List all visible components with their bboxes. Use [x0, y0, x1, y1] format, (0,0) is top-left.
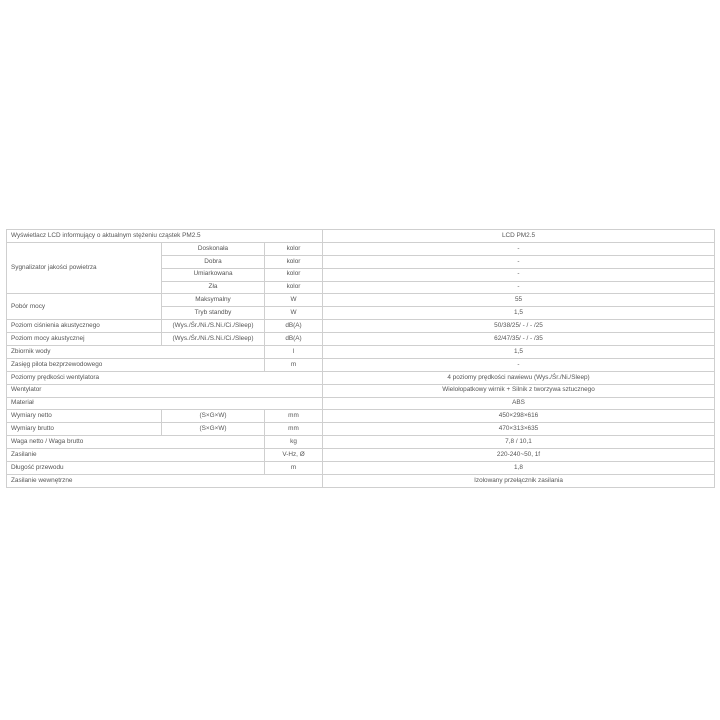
weight-label: Waga netto / Waga brutto [7, 436, 265, 449]
tank-unit: l [265, 346, 323, 359]
grossdim-value: 470×313×635 [323, 423, 715, 436]
weight-value: 7,8 / 10,1 [323, 436, 715, 449]
remote-value: - [323, 358, 715, 371]
netdim-value: 450×298×616 [323, 410, 715, 423]
netdim-dims: (S×G×W) [162, 410, 265, 423]
table-row [7, 384, 715, 397]
internal-value: Izolowany przełącznik zasilania [323, 474, 715, 487]
grossdim-unit: mm [265, 423, 323, 436]
soundpower-label: Poziom mocy akustycznej [7, 333, 162, 346]
tank-value: 1,5 [323, 346, 715, 359]
supply-value: 220-240~50, 1f [323, 449, 715, 462]
fan-label: Wentylator [7, 384, 323, 397]
cable-unit: m [265, 462, 323, 475]
table-row [7, 462, 715, 475]
table-row [7, 320, 715, 333]
internal-label: Zasilanie wewnętrzne [7, 474, 323, 487]
netdim-unit: mm [265, 410, 323, 423]
table-row [7, 242, 715, 255]
quality-level: Dobra [162, 255, 265, 268]
soundpower-value: 62/47/35/ - / - /35 [323, 333, 715, 346]
quality-unit: kolor [265, 242, 323, 255]
fan-value: Wielołopatkowy wirnik + Silnik z tworzywa sztucznego [323, 384, 715, 397]
material-value: ABS [323, 397, 715, 410]
weight-unit: kg [265, 436, 323, 449]
pressure-modes: (Wys./Śr./Ni./S.Ni./Ci./Sleep) [162, 320, 265, 333]
table-row [7, 474, 715, 487]
soundpower-modes: (Wys./Śr./Ni./S.Ni./Ci./Sleep) [162, 333, 265, 346]
table-row [7, 410, 715, 423]
quality-unit: kolor [265, 255, 323, 268]
cable-label: Długość przewodu [7, 462, 265, 475]
quality-unit: kolor [265, 268, 323, 281]
supply-unit: V-Hz, Ø [265, 449, 323, 462]
table-row [7, 423, 715, 436]
table-row [7, 397, 715, 410]
quality-label: Sygnalizator jakości powietrza [7, 242, 162, 294]
quality-value: - [323, 281, 715, 294]
power-value: 1,5 [323, 307, 715, 320]
table-row [7, 358, 715, 371]
table-row [7, 346, 715, 359]
table-row [7, 294, 715, 307]
supply-label: Zasilanie [7, 449, 265, 462]
pressure-value: 50/38/25/ - / - /25 [323, 320, 715, 333]
power-mode: Tryb standby [162, 307, 265, 320]
material-label: Materiał [7, 397, 323, 410]
remote-unit: m [265, 358, 323, 371]
grossdim-dims: (S×G×W) [162, 423, 265, 436]
table-row [7, 449, 715, 462]
quality-value: - [323, 242, 715, 255]
table-row [7, 230, 715, 243]
lcd-value: LCD PM2.5 [323, 230, 715, 243]
tank-label: Zbiornik wody [7, 346, 265, 359]
lcd-label: Wyświetlacz LCD informujący o aktualnym stężeniu cząstek PM2.5 [7, 230, 323, 243]
fanlevels-label: Poziomy prędkości wentylatora [7, 371, 323, 384]
power-mode: Maksymalny [162, 294, 265, 307]
power-unit: W [265, 307, 323, 320]
quality-level: Zła [162, 281, 265, 294]
netdim-label: Wymiary netto [7, 410, 162, 423]
grossdim-label: Wymiary brutto [7, 423, 162, 436]
table-row [7, 371, 715, 384]
quality-value: - [323, 255, 715, 268]
pressure-label: Poziom ciśnienia akustycznego [7, 320, 162, 333]
power-value: 55 [323, 294, 715, 307]
pressure-unit: dB(A) [265, 320, 323, 333]
quality-unit: kolor [265, 281, 323, 294]
quality-value: - [323, 268, 715, 281]
quality-level: Umiarkowana [162, 268, 265, 281]
remote-label: Zasięg pilota bezprzewodowego [7, 358, 265, 371]
power-unit: W [265, 294, 323, 307]
table-row [7, 436, 715, 449]
cable-value: 1,8 [323, 462, 715, 475]
fanlevels-value: 4 poziomy prędkości nawiewu (Wys./Śr./Ni./Sleep) [323, 371, 715, 384]
table-row [7, 333, 715, 346]
power-label: Pobór mocy [7, 294, 162, 320]
soundpower-unit: dB(A) [265, 333, 323, 346]
spec-table [6, 229, 715, 488]
quality-level: Doskonała [162, 242, 265, 255]
